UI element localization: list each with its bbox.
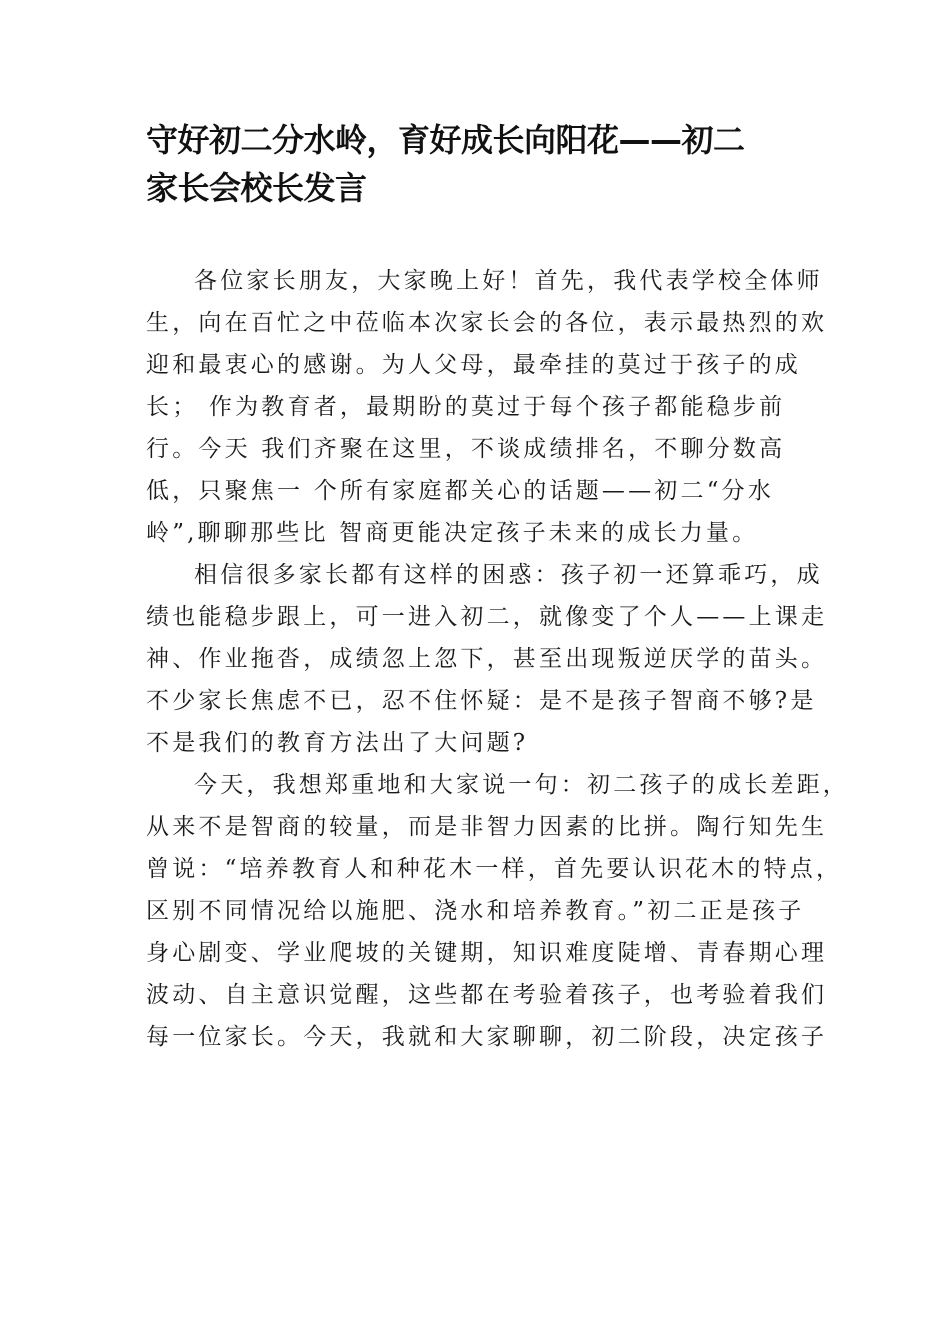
paragraph-line: 低，只聚焦一 个所有家庭都关心的话题——初二“分水 [146, 478, 775, 504]
paragraph-message [146, 764, 849, 1058]
document-title [146, 116, 816, 212]
paragraph-line: 波动、自主意识觉醒，这些都在考验着孩子，也考验着我们 [146, 982, 828, 1008]
paragraph-line: 区别不同情况给以施肥、浇水和培养教育。”初二正是孩子 [146, 898, 805, 924]
paragraph-line: 迎和最衷心的感谢。为人父母，最牵挂的莫过于孩子的成 [146, 352, 801, 378]
paragraph-line: 绩也能稳步跟上，可一进入初二，就像变了个人——上课走 [146, 604, 828, 630]
paragraph-line: 相信很多家长都有这样的困惑：孩子初一还算乖巧，成 [194, 562, 823, 588]
title-line: 守好初二分水岭，育好成长向阳花——初二 [146, 121, 745, 159]
paragraph-confusion [146, 554, 828, 764]
paragraph-line: 不少家长焦虑不已，忍不住怀疑：是不是孩子智商不够?是 [146, 688, 817, 714]
paragraph-line: 各位家长朋友，大家晚上好！首先，我代表学校全体师 [194, 268, 823, 294]
paragraph-line: 身心剧变、学业爬坡的关键期，知识难度陡增、青春期心理 [146, 940, 828, 966]
paragraph-line: 不是我们的教育方法出了大问题? [146, 730, 529, 756]
paragraph-line: 岭”,聊聊那些比 智商更能决定孩子未来的成长力量。 [146, 520, 759, 546]
paragraph-line: 今天，我想郑重地和大家说一句：初二孩子的成长差距， [194, 772, 849, 798]
title-line: 家长会校长发言 [146, 169, 367, 207]
paragraph-greeting [146, 260, 828, 554]
document-body [146, 260, 849, 1058]
paragraph-line: 长； 作为教育者，最期盼的莫过于每个孩子都能稳步前 [146, 394, 786, 420]
paragraph-line: 生，向在百忙之中莅临本次家长会的各位，表示最热烈的欢 [146, 310, 828, 336]
paragraph-line: 行。今天 我们齐聚在这里，不谈成绩排名，不聊分数高 [146, 436, 786, 462]
paragraph-line: 神、作业拖沓，成绩忽上忽下，甚至出现叛逆厌学的苗头。 [146, 646, 828, 672]
paragraph-line: 曾说：“培养教育人和种花木一样，首先要认识花木的特点， [146, 856, 843, 882]
paragraph-line: 每一位家长。今天，我就和大家聊聊，初二阶段，决定孩子 [146, 1024, 828, 1050]
paragraph-line: 从来不是智商的较量，而是非智力因素的比拼。陶行知先生 [146, 814, 828, 840]
